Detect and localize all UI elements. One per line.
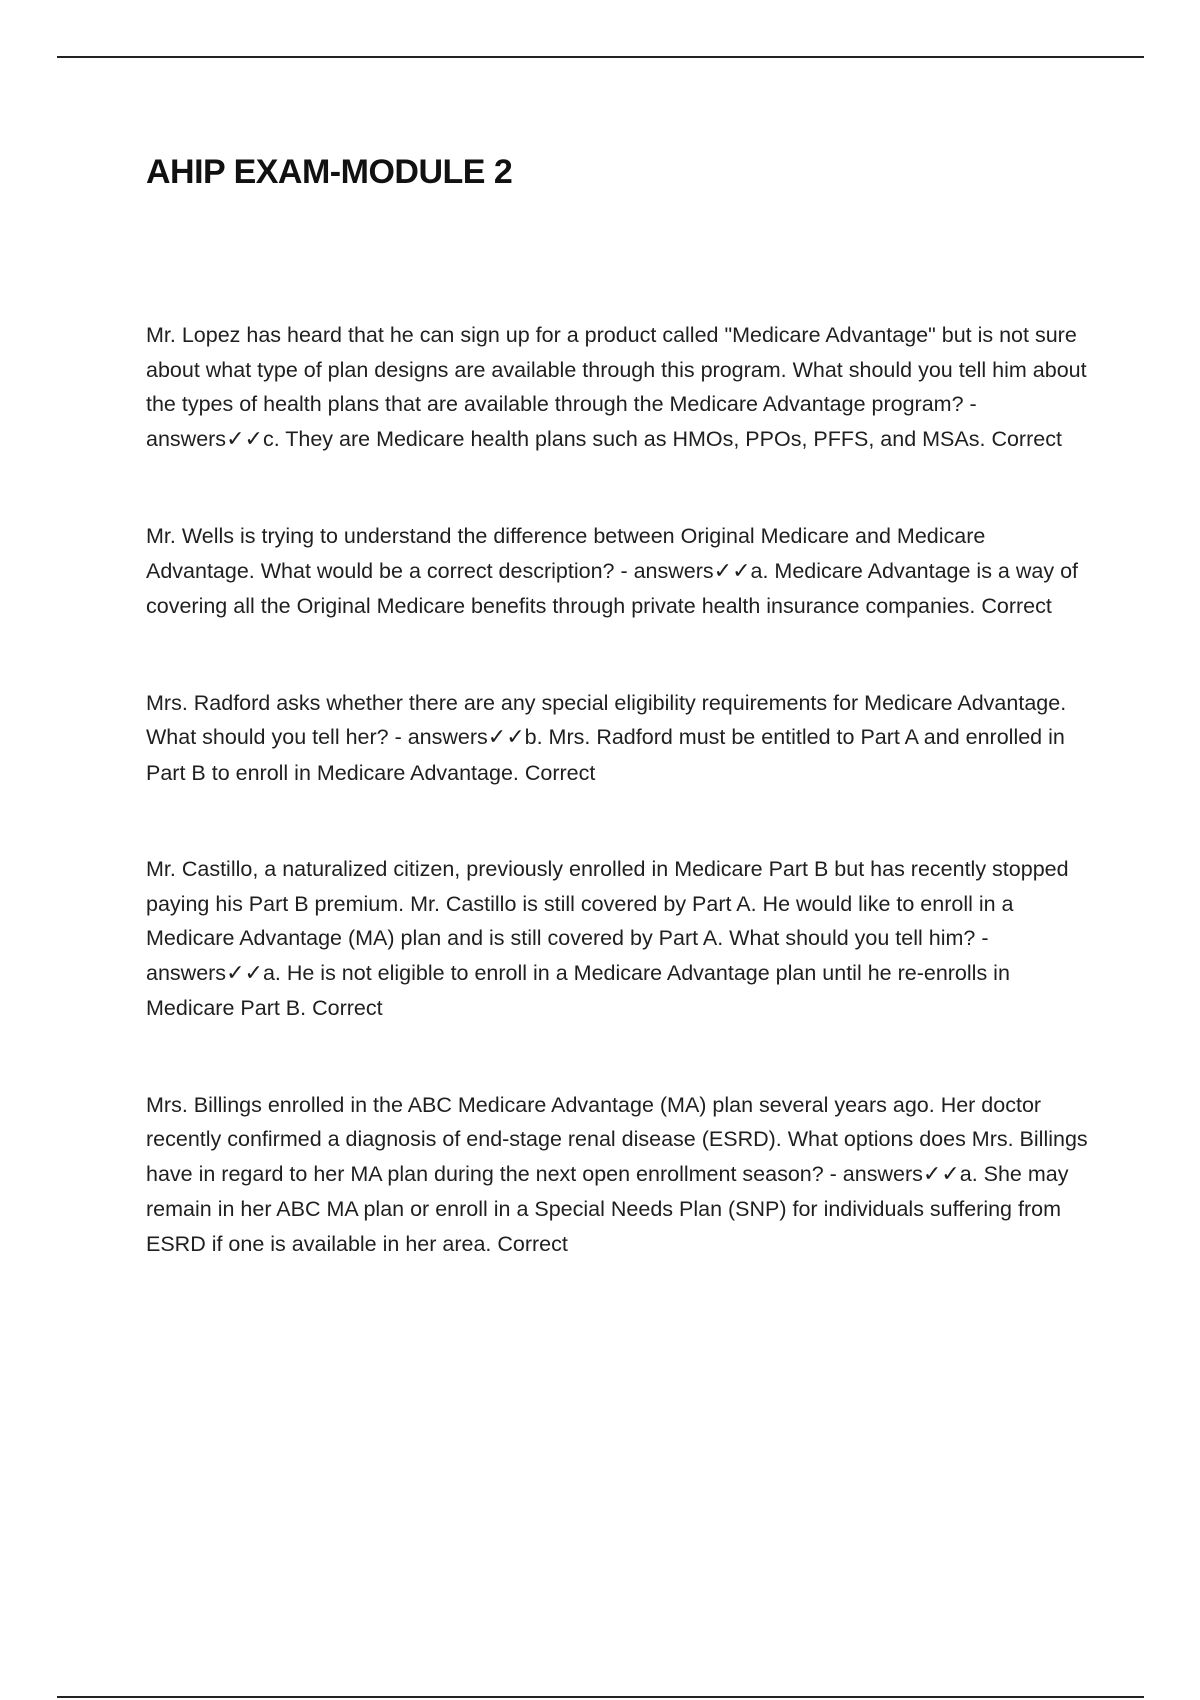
qa-answer: a. Medicare Advantage is a way of covering all the Original Medicare benefits through private health insurance companies. Correct (146, 558, 1078, 618)
qa-question: Mr. Wells is trying to understand the difference between Original Medicare and Medicare Advantage. What would be a correct description? - answers (146, 524, 986, 583)
qa-answer: c. They are Medicare health plans such as HMOs, PPOs, PFFS, and MSAs. Correct (262, 426, 1062, 451)
checkmark-icon: ✓✓ (226, 426, 263, 452)
bottom-rule (57, 1696, 1144, 1698)
checkmark-icon: ✓✓ (487, 725, 525, 750)
qa-item (146, 852, 1096, 1026)
qa-question: Mr. Castillo, a naturalized citizen, previously enrolled in Medicare Part B but has recently stopped paying his Part B premium. Mr. Castillo is still covered by Part A. He would like to enroll in a Medicare Advantage (MA) plan and is still covered by Part A. What should you tell him? - answers (146, 857, 1069, 985)
document-body (146, 150, 1096, 1323)
checkmark-icon: ✓✓ (226, 960, 263, 986)
top-rule (57, 56, 1144, 58)
qa-question: Mr. Lopez has heard that he can sign up for a product called "Medicare Advantage" but is not sure about what type of plan designs are available through this program. What should you tell him about the types of health plans that are available through the Medicare Advantage program? - answers (146, 323, 1087, 451)
qa-question: Mrs. Radford asks whether there are any special eligibility requirements for Medicare Advantage. What should you tell her? - answers (146, 690, 1067, 749)
qa-item (146, 519, 1096, 624)
qa-item (146, 318, 1096, 457)
qa-question: Mrs. Billings enrolled in the ABC Medicare Advantage (MA) plan several years ago. Her doctor recently confirmed a diagnosis of end-stage renal disease (ESRD). What options does Mrs. Billings have in regard to her MA plan during the next open enrollment season? - answers (146, 1092, 1088, 1186)
qa-answer: a. She may remain in her ABC MA plan or enroll in a Special Needs Plan (SNP) for individuals suffering from ESRD if one is available in her area. Correct (146, 1161, 1069, 1256)
checkmark-icon: ✓✓ (713, 558, 751, 584)
qa-item (146, 1088, 1096, 1262)
checkmark-icon: ✓✓ (922, 1161, 960, 1187)
qa-answer: a. He is not eligible to enroll in a Medicare Advantage plan until he re-enrolls in Medicare Part B. Correct (146, 960, 1010, 1020)
qa-item (146, 686, 1096, 791)
qa-answer: b. Mrs. Radford must be entitled to Part A and enrolled in Part B to enroll in Medicare Advantage. Correct (146, 725, 1065, 785)
page-title: AHIP EXAM-MODULE 2 (146, 153, 513, 191)
qa-list (146, 318, 1096, 1261)
